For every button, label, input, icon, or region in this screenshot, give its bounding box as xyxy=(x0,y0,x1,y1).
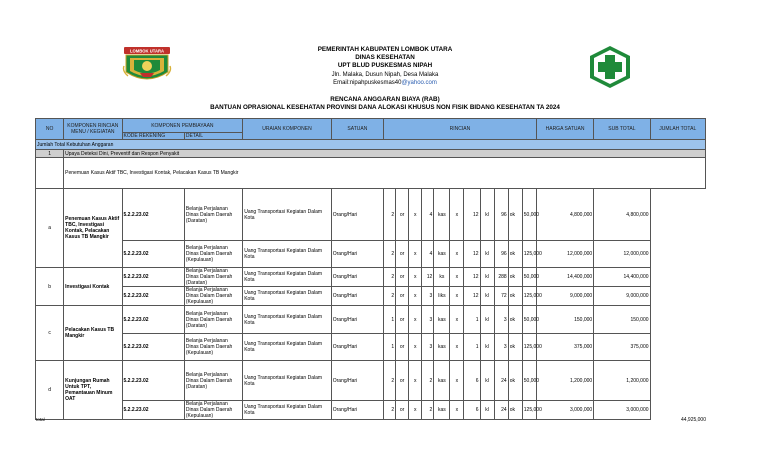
cell-harga: 50,000 xyxy=(522,306,536,334)
cell-x1: x xyxy=(409,268,422,287)
table-header-row xyxy=(36,119,706,133)
row-komponen: Pelacakan Kasus TB Mangkir xyxy=(64,306,122,361)
cell-detail: Belanja Perjalanan Dinas Dalam Daerah (Daratan) xyxy=(184,268,242,287)
table-row xyxy=(36,306,706,334)
cell-x2: x xyxy=(450,306,464,334)
group-title-row xyxy=(36,158,706,189)
cell-satuan: Orang/Hari xyxy=(331,334,383,361)
letterhead-line-government: PEMERINTAH KABUPATEN LOMBOK UTARA xyxy=(317,46,453,53)
cell-q3: 12 xyxy=(464,287,480,306)
cell-uraian: Uang Transportasi Kegiatan Dalam Kota xyxy=(243,268,332,287)
cell-q1: 2 xyxy=(384,189,396,241)
cell-sub: 1,200,000 xyxy=(536,361,593,401)
cell-q1: 2 xyxy=(384,241,396,268)
cell-detail: Belanja Perjalanan Dinas Dalam Daerah (Daratan) xyxy=(184,189,242,241)
table-row xyxy=(36,287,706,306)
letterhead-address: Jln. Malaka, Dusun Nipah, Desa Malaka xyxy=(331,71,439,78)
letterhead-line-puskesmas: UPT BLUD PUSKESMAS NIPAH xyxy=(337,62,433,70)
cell-q3: 1 xyxy=(464,334,480,361)
email-link[interactable]: @yahoo.com xyxy=(401,79,437,86)
header-harga: HARGA SATUAN xyxy=(536,119,593,140)
header-no: NO xyxy=(36,119,64,140)
cell-u2: kas xyxy=(434,361,450,401)
cell-u3: kl xyxy=(480,306,494,334)
cell-total: 12,000,000 xyxy=(594,241,650,268)
cell-total: 375,000 xyxy=(594,334,650,361)
cell-total: 3,000,000 xyxy=(594,401,650,420)
cell-uraian: Uang Transportasi Kegiatan Dalam Kota xyxy=(243,306,332,334)
cell-total: 150,000 xyxy=(594,306,650,334)
cell-sub: 375,000 xyxy=(536,334,593,361)
header-detail: DETAIL xyxy=(184,133,242,140)
cell-u1: or xyxy=(396,189,409,241)
cell-u4: ok xyxy=(508,241,522,268)
letterhead-email: Email:nipahpuskesmas40@yahoo.com xyxy=(333,79,437,86)
rab-rows xyxy=(36,189,706,420)
cell-detail: Belanja Perjalanan Dinas Dalam Daerah (Daratan) xyxy=(184,306,242,334)
cell-sub: 3,000,000 xyxy=(536,401,593,420)
cell-harga: 125,000 xyxy=(522,401,536,420)
footer-total-label: total xyxy=(36,417,45,422)
cell-sub: 150,000 xyxy=(536,306,593,334)
cell-sub: 4,800,000 xyxy=(536,189,593,241)
cell-detail: Belanja Perjalanan Dinas Dalam Daerah (Kepulauan) xyxy=(184,334,242,361)
cell-x1: x xyxy=(409,306,422,334)
row-komponen: Penemuan Kasus Aktif TBC, Investigasi Kontak, Pelacakan Kasus TB Mangkir xyxy=(64,189,122,268)
cell-detail: Belanja Perjalanan Dinas Dalam Daerah (Kepulauan) xyxy=(184,287,242,306)
lombok-utara-logo xyxy=(122,46,172,86)
cell-detail: Belanja Perjalanan Dinas Dalam Daerah (Kepulauan) xyxy=(184,401,242,420)
document-subtitle: BANTUAN OPRASIONAL KESEHATAN PROVINSI DANA ALOKASI KHUSUS NON FISIK BIDANG KESEHATAN TA 2024 xyxy=(210,104,560,111)
cell-q4: 72 xyxy=(494,287,508,306)
cell-q3: 12 xyxy=(464,189,480,241)
section-no: 1 xyxy=(36,150,64,158)
cell-q2: 3 xyxy=(422,287,434,306)
cell-x2: x xyxy=(450,241,464,268)
cell-satuan: Orang/Hari xyxy=(331,306,383,334)
cell-q4: 96 xyxy=(494,241,508,268)
cell-q3: 1 xyxy=(464,306,480,334)
footer-total-value: 44,925,000 xyxy=(680,417,706,423)
cell-u3: kl xyxy=(480,287,494,306)
group-title: Penemuan Kasus Aktif TBC, Investigasi Kontak, Pelacakan Kasus TB Mangkir xyxy=(64,158,706,189)
cell-u2: kas xyxy=(434,334,450,361)
table-row xyxy=(36,189,706,241)
cell-x1: x xyxy=(409,361,422,401)
cell-kode: 5.2.2.23.02 xyxy=(122,401,184,420)
cell-u4: ok xyxy=(508,334,522,361)
cell-satuan: Orang/Hari xyxy=(331,241,383,268)
cell-satuan: Orang/Hari xyxy=(331,401,383,420)
cell-satuan: Orang/Hari xyxy=(331,361,383,401)
cell-q1: 2 xyxy=(384,268,396,287)
row-letter: b xyxy=(36,268,64,306)
cell-u2: Iiks xyxy=(434,287,450,306)
cell-q3: 6 xyxy=(464,401,480,420)
cell-uraian: Uang Transportasi Kegiatan Dalam Kota xyxy=(243,241,332,268)
header-uraian: URAIAN KOMPONEN xyxy=(243,119,332,140)
cell-kode: 5.2.2.23.02 xyxy=(122,287,184,306)
cell-u4: ok xyxy=(508,401,522,420)
cell-q2: 4 xyxy=(422,189,434,241)
cell-kode: 5.2.2.23.02 xyxy=(122,306,184,334)
cell-kode: 5.2.2.23.02 xyxy=(122,241,184,268)
cell-u2: kas xyxy=(434,189,450,241)
cell-sub: 14,400,000 xyxy=(536,268,593,287)
cell-q4: 24 xyxy=(494,401,508,420)
cell-q2: 2 xyxy=(422,361,434,401)
cell-u4: ok xyxy=(508,189,522,241)
cell-harga: 50,000 xyxy=(522,268,536,287)
cell-satuan: Orang/Hari xyxy=(331,287,383,306)
cell-q3: 12 xyxy=(464,268,480,287)
cell-harga: 125,000 xyxy=(522,241,536,268)
cell-harga: 50,000 xyxy=(522,361,536,401)
row-letter: c xyxy=(36,306,64,361)
cell-total: 1,200,000 xyxy=(594,361,650,401)
section-label: Upaya Deteksi Dini, Preventif dan Respon Penyakit xyxy=(64,150,706,158)
header-kode: KODE REKENING xyxy=(122,133,184,140)
cell-q2: 12 xyxy=(422,268,434,287)
cell-uraian: Uang Transportasi Kegiatan Dalam Kota xyxy=(243,287,332,306)
cell-u3: kl xyxy=(480,241,494,268)
letterhead xyxy=(240,46,530,87)
cell-u1: or xyxy=(396,268,409,287)
cell-satuan: Orang/Hari xyxy=(331,268,383,287)
cell-harga: 125,000 xyxy=(522,287,536,306)
cell-total: 14,400,000 xyxy=(594,268,650,287)
cell-q2: 3 xyxy=(422,306,434,334)
cell-uraian: Uang Transportasi Kegiatan Dalam Kota xyxy=(243,189,332,241)
cell-q4: 3 xyxy=(494,334,508,361)
cell-u2: kas xyxy=(434,401,450,420)
cell-u4: ok xyxy=(508,287,522,306)
cell-satuan: Orang/Hari xyxy=(331,189,383,241)
cell-q4: 96 xyxy=(494,189,508,241)
header-komponen: KOMPONEN RINCIAN MENU / KEGIATAN xyxy=(64,119,122,140)
cell-u1: or xyxy=(396,241,409,268)
cell-u2: kas xyxy=(434,241,450,268)
cell-harga: 50,000 xyxy=(522,189,536,241)
cell-x1: x xyxy=(409,189,422,241)
cell-q1: 1 xyxy=(384,306,396,334)
cell-detail: Belanja Perjalanan Dinas Dalam Daerah (Daratan) xyxy=(184,361,242,401)
table-row xyxy=(36,241,706,268)
cell-kode: 5.2.2.23.02 xyxy=(122,189,184,241)
document-title: RENCANA ANGGARAN BIAYA (RAB) xyxy=(330,96,440,103)
header-rincian: RINCIAN xyxy=(384,119,537,140)
header-pembiayaan: KOMPONEN PEMBIAYAAN xyxy=(122,119,243,133)
cell-u1: or xyxy=(396,287,409,306)
cell-u2: ks xyxy=(434,268,450,287)
cell-u1: or xyxy=(396,401,409,420)
row-letter: d xyxy=(36,361,64,420)
cell-kode: 5.2.2.23.02 xyxy=(122,361,184,401)
header-satuan: SATUAN xyxy=(331,119,383,140)
cell-sub: 9,000,000 xyxy=(536,287,593,306)
cell-q1: 2 xyxy=(384,361,396,401)
cell-u4: ok xyxy=(508,361,522,401)
cell-uraian: Uang Transportasi Kegiatan Dalam Kota xyxy=(243,401,332,420)
letterhead-line-dinas: DINAS KESEHATAN xyxy=(355,54,415,62)
cell-x1: x xyxy=(409,401,422,420)
row-komponen: Kunjungan Rumah Untuk TPT, Pemantauan Minum OAT xyxy=(64,361,122,420)
cell-u1: or xyxy=(396,334,409,361)
cell-kode: 5.2.2.23.02 xyxy=(122,268,184,287)
cell-x1: x xyxy=(409,287,422,306)
cell-q1: 1 xyxy=(384,334,396,361)
svg-text:LOMBOK UTARA: LOMBOK UTARA xyxy=(129,48,165,54)
cell-u1: or xyxy=(396,361,409,401)
section-row xyxy=(36,150,706,158)
table-row xyxy=(36,334,706,361)
cell-x2: x xyxy=(450,189,464,241)
cell-q4: 288 xyxy=(494,268,508,287)
cell-q4: 24 xyxy=(494,361,508,401)
table-row xyxy=(36,361,706,401)
cell-q3: 12 xyxy=(464,241,480,268)
cell-q2: 4 xyxy=(422,241,434,268)
cell-u4: ok xyxy=(508,268,522,287)
cell-q2: 3 xyxy=(422,334,434,361)
table-row xyxy=(36,268,706,287)
cell-x2: x xyxy=(450,361,464,401)
header-jumlah: JUMLAH TOTAL xyxy=(650,119,705,140)
cell-detail: Belanja Perjalanan Dinas Dalam Daerah (Kepulauan) xyxy=(184,241,242,268)
cell-q4: 3 xyxy=(494,306,508,334)
cell-x2: x xyxy=(450,401,464,420)
cell-u3: kl xyxy=(480,334,494,361)
cell-q2: 2 xyxy=(422,401,434,420)
cell-q1: 2 xyxy=(384,287,396,306)
jumlah-total-label: Jumlah Total Kebutuhan Anggaran xyxy=(36,140,706,150)
jumlah-total-row xyxy=(36,140,706,150)
header-subtotal: SUB TOTAL xyxy=(594,119,650,140)
cell-u3: kl xyxy=(480,401,494,420)
cell-x2: x xyxy=(450,334,464,361)
row-letter: a xyxy=(36,189,64,268)
cell-uraian: Uang Transportasi Kegiatan Dalam Kota xyxy=(243,361,332,401)
cell-u3: kl xyxy=(480,361,494,401)
cell-x2: x xyxy=(450,287,464,306)
cell-x1: x xyxy=(409,334,422,361)
cell-total: 4,800,000 xyxy=(594,189,650,241)
cell-harga: 125,000 xyxy=(522,334,536,361)
cell-u3: kl xyxy=(480,189,494,241)
cell-u4: ok xyxy=(508,306,522,334)
cell-total: 9,000,000 xyxy=(594,287,650,306)
cell-kode: 5.2.2.23.02 xyxy=(122,334,184,361)
cell-uraian: Uang Transportasi Kegiatan Dalam Kota xyxy=(243,334,332,361)
cell-x1: x xyxy=(409,241,422,268)
cell-q1: 2 xyxy=(384,401,396,420)
cell-u3: kl xyxy=(480,268,494,287)
health-cross-logo xyxy=(586,44,634,90)
cell-u2: kas xyxy=(434,306,450,334)
row-komponen: Investigasi Kontak xyxy=(64,268,122,306)
cell-sub: 12,000,000 xyxy=(536,241,593,268)
cell-q3: 6 xyxy=(464,361,480,401)
cell-x2: x xyxy=(450,268,464,287)
rab-table xyxy=(35,118,706,420)
cell-u1: or xyxy=(396,306,409,334)
